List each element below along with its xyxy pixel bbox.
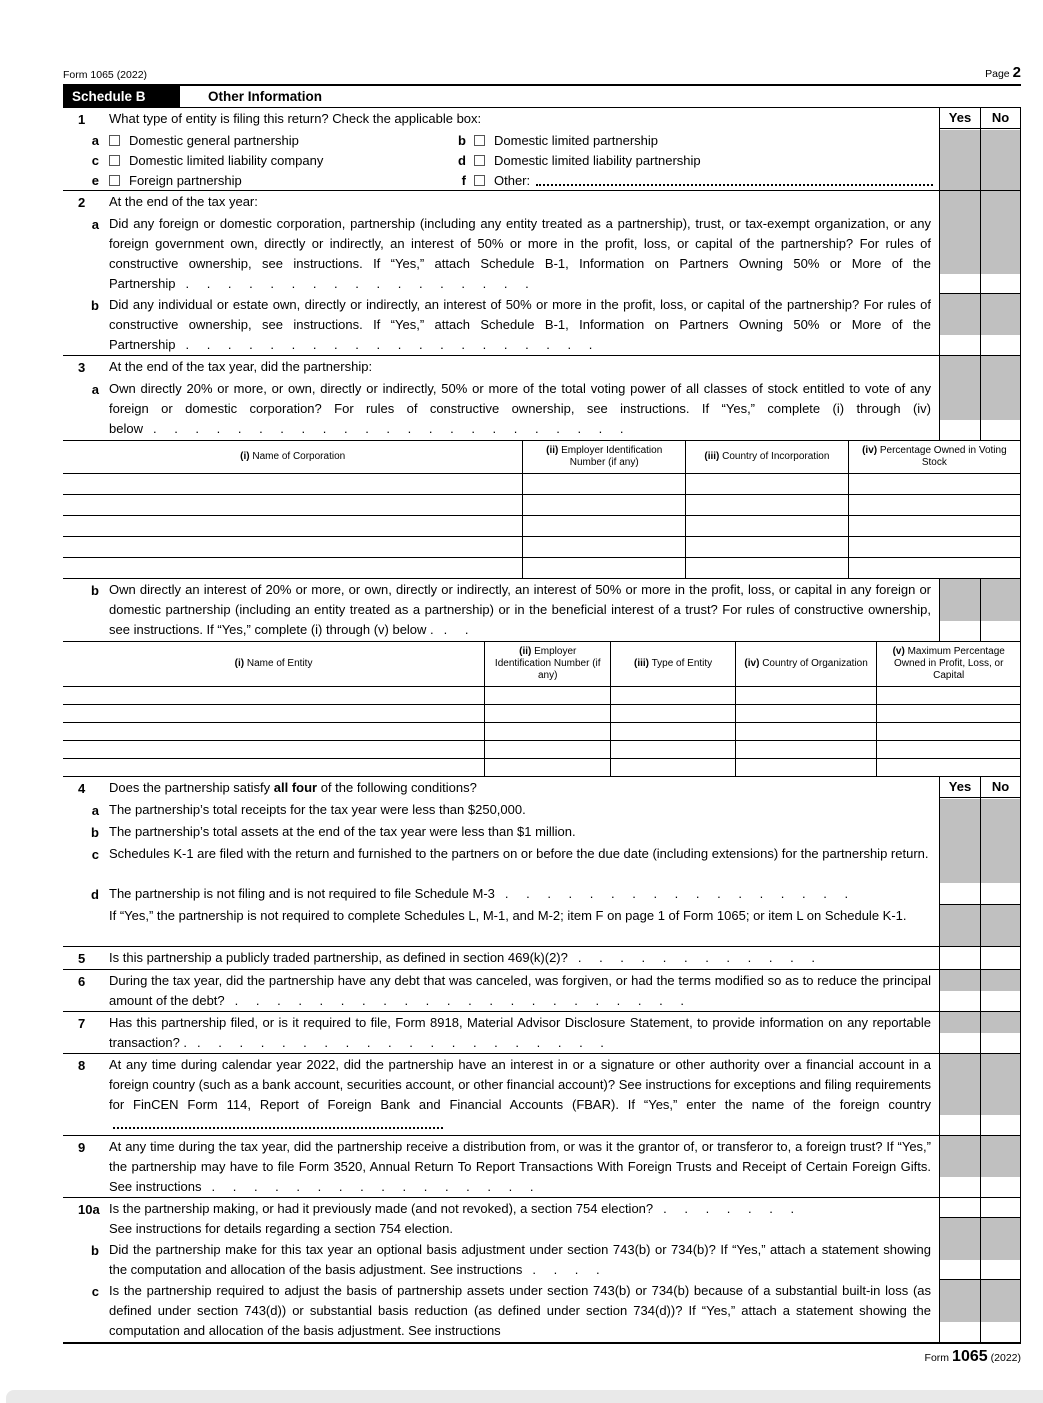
question-letter: d (91, 887, 99, 902)
table-row (63, 494, 1020, 515)
shaded-cell (940, 356, 980, 378)
question-letter: b (91, 298, 99, 313)
option-letter: b (458, 132, 466, 148)
schedule-badge: Schedule B (63, 86, 180, 107)
table-cell[interactable] (63, 558, 522, 578)
shaded-cell (981, 970, 1020, 991)
option-label: Domestic general partnership (129, 132, 299, 148)
no-answer-cell[interactable] (981, 947, 1020, 969)
table-cell[interactable] (484, 759, 610, 776)
table-cell[interactable] (876, 705, 1020, 722)
no-answer-cell[interactable] (981, 1198, 1020, 1218)
option-label: Domestic limited liability partnership (494, 152, 701, 168)
question-row-10b (63, 1239, 1021, 1280)
question-number: 3 (78, 360, 86, 375)
shaded-cell (940, 579, 980, 621)
shaded-cell (981, 1239, 1020, 1260)
no-column-header: No (981, 777, 1020, 798)
table-row (63, 686, 1020, 704)
yes-answer-cell[interactable] (940, 947, 980, 969)
shaded-cell (981, 799, 1020, 821)
page-word: Page (985, 68, 1010, 80)
table-row (63, 704, 1020, 722)
table-cell[interactable] (522, 516, 685, 536)
question-text: Own directly an interest of 20% or more, or own, directly or indirectly, an interest of 50% or more in the profit, loss, or capital in any foreign or domestic partnership (including an entity treated as a partnership) or in the beneficial interest of a trust? For rules of constructive ownership, see instructions. If “Yes,” complete (i) through (v) below . . . (109, 582, 931, 637)
column-header: (v) Maximum Percentage Owned in Profit, Loss, or Capital (876, 642, 1020, 686)
shaded-cell (940, 1012, 980, 1033)
shaded-cell (940, 1136, 980, 1177)
table-cell[interactable] (848, 516, 1020, 536)
shaded-cell (940, 1280, 980, 1322)
note-text: If “Yes,” the partnership is not required to complete Schedules L, M-1, and M-2; item F on page 1 of Form 1065; or item L on Schedule K-1. (109, 908, 907, 923)
table-cell[interactable] (63, 537, 522, 557)
yes-answer-cell[interactable] (940, 274, 980, 294)
yes-answer-cell[interactable] (940, 883, 980, 905)
yes-answer-cell[interactable] (940, 1322, 980, 1342)
shaded-cell (940, 1218, 980, 1239)
shaded-cell (981, 294, 1020, 335)
table-cell[interactable] (484, 741, 610, 758)
question-4-note (63, 905, 1021, 946)
question-row-4 (63, 776, 1021, 799)
dot-leader: . . . . (532, 1262, 600, 1277)
shaded-cell (940, 1239, 980, 1260)
question-text: The partnership’s total assets at the end of the tax year were less than $1 million. (109, 824, 576, 839)
question-row-4a (63, 799, 1021, 821)
shaded-cell (940, 970, 980, 991)
question-row-8 (63, 1053, 1021, 1135)
shaded-cell (940, 191, 980, 213)
no-answer-cell[interactable] (981, 1177, 1020, 1197)
question-row-9 (63, 1135, 1021, 1197)
table-cell[interactable] (735, 687, 877, 704)
table-cell[interactable] (685, 516, 848, 536)
table-cell[interactable] (522, 474, 685, 494)
table-cell[interactable] (735, 723, 877, 740)
question-letter: c (91, 1284, 99, 1299)
dot-leader: . . . . . . . . . . . . . . . . . . . . . . . (152, 421, 624, 436)
shaded-cell (981, 905, 1020, 946)
table-cell[interactable] (484, 705, 610, 722)
table-cell[interactable] (63, 687, 484, 704)
option-label: Foreign partnership (129, 172, 242, 188)
question-row-6 (63, 969, 1021, 1011)
page-footer (63, 1344, 1021, 1366)
shaded-cell (981, 579, 1020, 621)
question-number: 7 (78, 1016, 86, 1031)
question-row-1 (63, 108, 1021, 130)
question-row-10c (63, 1280, 1021, 1342)
yes-column-header: Yes (940, 108, 980, 129)
question-text: Is this partnership a publicly traded partnership, as defined in section 469(k)(2)? . . . . . . . . . . . . (109, 950, 815, 965)
table-cell[interactable] (522, 558, 685, 578)
table-header-row (63, 441, 1020, 473)
table-cell[interactable] (484, 723, 610, 740)
question-row-2b (63, 294, 1021, 355)
other-entity-input[interactable] (536, 171, 933, 186)
no-answer-cell[interactable] (981, 1322, 1020, 1342)
column-header: (ii) Employer Identification Number (if any) (522, 441, 685, 473)
checkbox-domestic-llp[interactable] (474, 155, 485, 166)
page-number: 2 (1012, 64, 1021, 81)
question-row-3 (63, 355, 1021, 378)
note-text: See instructions for details regarding a section 754 election. (109, 1221, 453, 1236)
checkbox-foreign-partnership[interactable] (109, 175, 120, 186)
question-number: 4 (78, 781, 86, 796)
question-text: The partnership is not filing and is not required to file Schedule M-3 . . . . . . . . . . . . . . . . . (109, 886, 849, 901)
shaded-cell (981, 356, 1020, 378)
yes-answer-cell[interactable] (940, 1198, 980, 1218)
footer-form-number: 1065 (952, 1348, 988, 1365)
table-cell[interactable] (876, 687, 1020, 704)
page-indicator (985, 64, 1021, 81)
table-cell[interactable] (610, 759, 734, 776)
footer-form-word: Form (924, 1352, 950, 1364)
dot-leader: . . . . . . . . . . . . . . . . (211, 1179, 534, 1194)
foreign-country-input[interactable] (113, 1115, 443, 1129)
checkbox-domestic-limited-partnership[interactable] (474, 135, 485, 146)
table-cell[interactable] (848, 558, 1020, 578)
table-cell[interactable] (522, 495, 685, 515)
shaded-cell (940, 294, 980, 335)
shaded-cell (940, 821, 980, 843)
dot-leader: . . . . . . . . . . . . (577, 950, 815, 965)
table-cell[interactable] (685, 474, 848, 494)
dot-leader: . . . . . . . . . . . . . . . . . (504, 886, 849, 901)
question-row-2 (63, 190, 1021, 213)
no-answer-cell[interactable] (981, 1260, 1020, 1280)
table-cell[interactable] (876, 741, 1020, 758)
no-column-header: No (981, 108, 1020, 129)
question-text: Did any individual or estate own, directly or indirectly, an interest of 50% or more in the profit, loss, or capital of the partnership? For rules of constructive ownership, see instructions. If “Yes,” attach Schedule B-1, Information on Partners Owning 50% or More of the Partnership . . . . . . . . . . . . . . . . . . . . (109, 297, 931, 352)
checkbox-other[interactable] (474, 175, 485, 186)
question-letter: b (91, 1243, 99, 1258)
question-text: At the end of the tax year: (109, 194, 258, 209)
table-cell[interactable] (876, 723, 1020, 740)
table-cell[interactable] (610, 705, 734, 722)
table-cell[interactable] (522, 537, 685, 557)
yes-answer-cell[interactable] (940, 1115, 980, 1135)
question-number: 6 (78, 974, 86, 989)
shaded-cell (981, 213, 1020, 274)
form-sheet (63, 64, 1021, 1366)
table-cell[interactable] (735, 741, 877, 758)
shaded-cell (981, 821, 1020, 843)
shaded-cell (981, 378, 1020, 420)
yes-column-header: Yes (940, 777, 980, 798)
table-row (63, 473, 1020, 494)
question-row-4b (63, 821, 1021, 843)
option-row (63, 150, 939, 170)
yes-answer-cell[interactable] (940, 420, 980, 440)
table-cell[interactable] (610, 723, 734, 740)
option-row (63, 170, 939, 190)
question-1-options (63, 130, 1021, 190)
question-text: At the end of the tax year, did the partnership: (109, 359, 373, 374)
question-text: Has this partnership filed, or is it required to file, Form 8918, Material Advisor Disclosure Statement, to provide information on any reportable transaction? . . . . . . . . . . . . . . . . . . . . . (109, 1015, 931, 1050)
no-answer-cell[interactable] (981, 274, 1020, 294)
viewport-bottom-edge (6, 1390, 1043, 1403)
question-row-3a (63, 378, 1021, 440)
dot-leader: . . (443, 622, 469, 637)
table-row (63, 740, 1020, 758)
question-text: The partnership’s total receipts for the tax year were less than $250,000. (109, 802, 526, 817)
shaded-cell (981, 1012, 1020, 1033)
shaded-cell (981, 1136, 1020, 1177)
table-row (63, 557, 1020, 578)
question-text: Is the partnership making, or had it previously made (and not revoked), a section 754 election? . . . . . . . See instructions for details regarding a section 754 election. (109, 1198, 939, 1239)
shaded-cell (981, 191, 1020, 213)
no-answer-cell[interactable] (981, 1033, 1020, 1053)
column-header: (i) Name of Corporation (240, 451, 346, 462)
option-row (63, 130, 939, 150)
question-text: At any time during the tax year, did the partnership receive a distribution from, or was it the grantor of, or transferor to, a foreign trust? If “Yes,” the partnership may have to file Form 3520, Annual Return To Report Transactions With Foreign Trusts and Receipt of Certain Foreign Gifts. See instructions . . . . . . . . . . . . . . . . (109, 1139, 931, 1194)
schedule-title: Other Information (208, 89, 322, 104)
table-cell[interactable] (735, 705, 877, 722)
no-answer-cell[interactable] (981, 991, 1020, 1011)
question-letter: a (91, 217, 99, 232)
question-row-5 (63, 946, 1021, 969)
question-letter: b (91, 825, 99, 840)
question-text: Is the partnership required to adjust the basis of partnership assets under section 743(b) or 734(b) because of a substantial built-in loss (as defined under section 743(d)) or substantial basis reduction (as defined under section 734(d))? If “Yes,” attach a statement showing the computation and allocation of the basis adjustment. See instructions (109, 1283, 931, 1338)
question-text: Did the partnership make for this tax year an optional basis adjustment under section 743(b) or 734(b)? If “Yes,” attach a statement showing the computation and allocation of the basis adjustment. See instructions . . . . (109, 1242, 931, 1277)
table-cell[interactable] (848, 474, 1020, 494)
question-letter: a (91, 803, 99, 818)
table-cell[interactable] (63, 759, 484, 776)
column-header: (iii) Country of Incorporation (685, 441, 848, 473)
table-cell[interactable] (735, 759, 877, 776)
shaded-cell (981, 1054, 1020, 1115)
table-cell[interactable] (848, 495, 1020, 515)
yes-answer-cell[interactable] (940, 621, 980, 641)
no-answer-cell[interactable] (981, 335, 1020, 355)
page-header (63, 64, 1021, 84)
question-number: 9 (78, 1140, 86, 1155)
shaded-cell (940, 799, 980, 821)
no-answer-cell[interactable] (981, 1115, 1020, 1135)
column-header: (i) Name of Entity (234, 658, 313, 669)
question-row-7 (63, 1011, 1021, 1053)
schedule-b-grid (63, 108, 1021, 1344)
question-text: At any time during calendar year 2022, did the partnership have an interest in or a signature or other authority over a financial account in a foreign country (such as a bank account, securities account, or other financial account)? See instructions for exceptions and filing requirements for FinCEN Form 114, Report of Foreign Bank and Financial Accounts (FBAR). If “Yes,” enter the name of the foreign country (109, 1054, 939, 1135)
question-text: Schedules K-1 are filed with the return and furnished to the partners on or before the due date (including extensions) for the partnership return. (109, 846, 929, 861)
yes-answer-cell[interactable] (940, 1260, 980, 1280)
yes-answer-cell[interactable] (940, 1177, 980, 1197)
question-text: What type of entity is filing this return? Check the applicable box: (109, 111, 482, 126)
checkbox-domestic-llc[interactable] (109, 155, 120, 166)
shaded-cell (981, 843, 1020, 883)
table-cell[interactable] (63, 741, 484, 758)
option-letter: d (458, 152, 466, 168)
shaded-cell (981, 130, 1020, 190)
question-letter-spacer (63, 905, 109, 946)
option-label: Other: (494, 172, 531, 188)
dot-leader: . . . . . . . . . . . . . . . . . . . . (197, 1035, 604, 1050)
checkbox-domestic-general-partnership[interactable] (109, 135, 120, 146)
table-cell[interactable] (63, 516, 522, 536)
question-row-4d (63, 883, 1021, 905)
dot-leader: . . . . . . . . . . . . . . . . . (185, 276, 529, 291)
shaded-cell (940, 905, 980, 946)
corporations-table (63, 440, 1021, 579)
no-answer-cell[interactable] (981, 621, 1020, 641)
shaded-cell (981, 1218, 1020, 1239)
column-header: (iii) Type of Entity (610, 642, 734, 686)
question-number: 2 (78, 195, 86, 210)
option-label: Domestic limited partnership (494, 132, 659, 148)
option-letter: e (91, 172, 99, 188)
table-row (63, 722, 1020, 740)
table-cell[interactable] (610, 741, 734, 758)
yes-answer-cell[interactable] (940, 1033, 980, 1053)
footer-form-year: (2022) (990, 1352, 1021, 1364)
question-text: Did any foreign or domestic corporation, partnership (including any entity treated as a partnership), trust, or tax-exempt organization, or any foreign government own, directly or indirectly, an interest of 50% or more in the profit, loss, or capital of the partnership? For rules of constructive ownership, see instructions. If “Yes,” attach Schedule B-1, Information on Partners Owning 50% or More of the Partnership . . . . . . . . . . . . . . . . . (109, 216, 931, 291)
question-text: During the tax year, did the partnership have any debt that was canceled, was forgiven, or had the terms modified so as to reduce the principal amount of the debt? . . . . . . . . . . . . . . . . . . . . . . (109, 973, 931, 1008)
table-cell[interactable] (63, 705, 484, 722)
table-cell[interactable] (610, 687, 734, 704)
table-cell[interactable] (484, 687, 610, 704)
question-number: 8 (78, 1058, 86, 1073)
dot-leader: . . . . . . . . . . . . . . . . . . . . . . (234, 993, 684, 1008)
question-number: 5 (78, 951, 86, 966)
option-letter: f (461, 172, 466, 188)
shaded-cell (940, 843, 980, 883)
schedule-bar (63, 84, 1021, 108)
table-cell[interactable] (63, 495, 522, 515)
column-header: (iv) Country of Organization (735, 642, 877, 686)
column-header: (iv) Percentage Owned in Voting Stock (848, 441, 1020, 473)
table-row (63, 536, 1020, 557)
shaded-cell (940, 213, 980, 274)
question-row-3b (63, 579, 1021, 641)
question-letter: c (91, 847, 99, 862)
table-cell[interactable] (685, 495, 848, 515)
shaded-cell (940, 378, 980, 420)
table-cell[interactable] (848, 537, 1020, 557)
question-number: 10a (78, 1202, 100, 1217)
form-version-label: Form 1065 (2022) (63, 69, 148, 81)
option-letter: a (91, 132, 99, 148)
question-row-4c (63, 843, 1021, 883)
entities-table (63, 641, 1021, 776)
dot-leader: . . . . . . . (663, 1201, 795, 1216)
option-label: Domestic limited liability company (129, 152, 324, 168)
shaded-cell (981, 1280, 1020, 1322)
shaded-cell (940, 130, 980, 190)
table-cell[interactable] (876, 759, 1020, 776)
shaded-cell (940, 1054, 980, 1115)
table-cell[interactable] (685, 537, 848, 557)
table-row (63, 758, 1020, 776)
question-number: 1 (78, 112, 86, 127)
table-row (63, 515, 1020, 536)
yes-answer-cell[interactable] (940, 991, 980, 1011)
question-letter: a (91, 382, 99, 397)
question-letter: b (91, 583, 99, 598)
column-header: (ii) Employer Identification Number (if any) (484, 642, 610, 686)
question-row-2a (63, 213, 1021, 294)
table-cell[interactable] (685, 558, 848, 578)
table-cell[interactable] (63, 723, 484, 740)
table-header-row (63, 642, 1020, 686)
no-answer-cell[interactable] (981, 883, 1020, 905)
yes-answer-cell[interactable] (940, 335, 980, 355)
question-row-10a (63, 1197, 1021, 1239)
no-answer-cell[interactable] (981, 420, 1020, 440)
option-letter: c (91, 152, 99, 168)
question-text: Own directly 20% or more, or own, directly or indirectly, 50% or more of the total voting power of all classes of stock entitled to vote of any foreign or domestic corporation? For rules of constructive ownership, see instructions. If “Yes,” complete (i) through (iv) below . . . . . . . . . . . . . . . . . . . . . . . (109, 381, 931, 436)
question-text: Does the partnership satisfy all four of the following conditions? (109, 780, 477, 795)
dot-leader: . . . . . . . . . . . . . . . . . . . . (185, 337, 593, 352)
table-cell[interactable] (63, 474, 522, 494)
